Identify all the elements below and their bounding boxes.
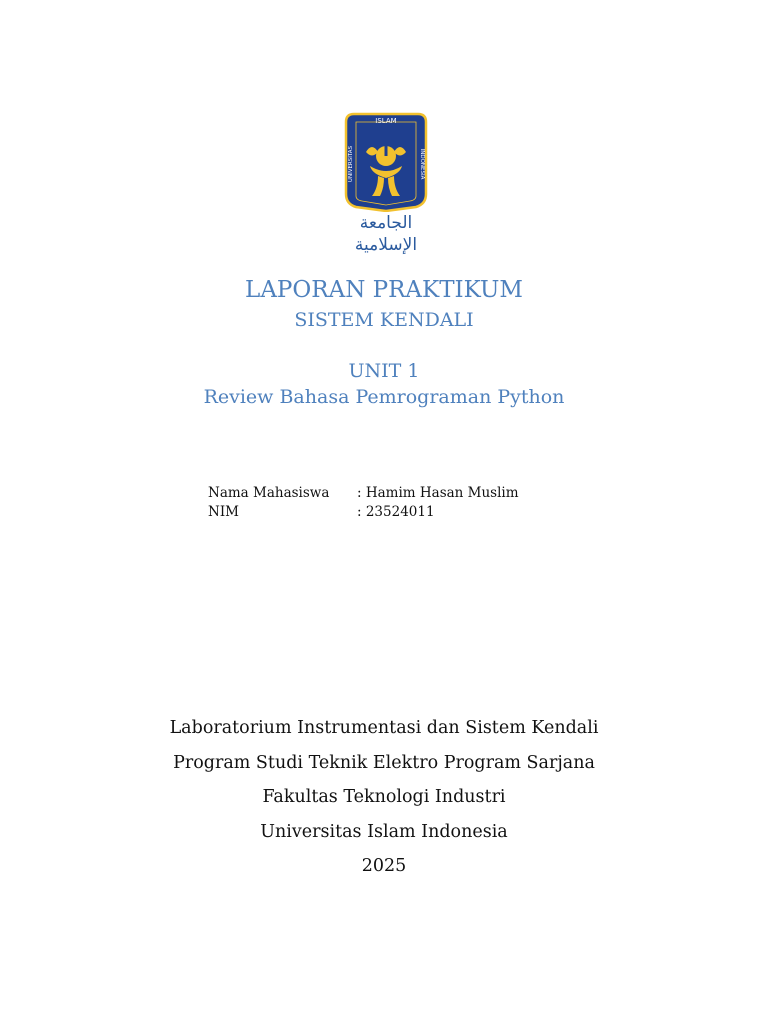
student-nim-label: NIM [208,504,239,520]
logo-top-text: ISLAM [375,117,397,125]
student-info [208,484,548,522]
course-title: SISTEM KENDALI [294,309,474,331]
student-nim-value: : 23524011 [357,504,435,520]
student-name-row [208,484,548,503]
student-name-label: Nama Mahasiswa [208,485,330,501]
logo-arabic-calligraphy: الجامعة الإسلامية [354,213,418,255]
institution-block [0,711,768,884]
logo-left-text: UNIVERSITAS [348,145,354,183]
unit-subject: Review Bahasa Pemrograman Python [203,386,565,408]
report-year: 2025 [361,856,407,876]
study-program: Program Studi Teknik Elektro Program Sarjana [173,752,595,773]
unit-title: UNIT 1 [348,360,420,382]
student-nim-row [208,503,548,522]
report-title: LAPORAN PRAKTIKUM [245,277,523,303]
lab-name: Laboratorium Instrumentasi dan Sistem Kendali [169,718,599,738]
uii-shield-emblem [344,112,428,212]
faculty-name: Fakultas Teknologi Industri [262,787,506,807]
student-name-value: : Hamim Hasan Muslim [357,485,519,501]
university-logo [340,108,432,255]
university-name: Universitas Islam Indonesia [260,821,508,842]
logo-right-text: INDONESIA [419,148,425,180]
